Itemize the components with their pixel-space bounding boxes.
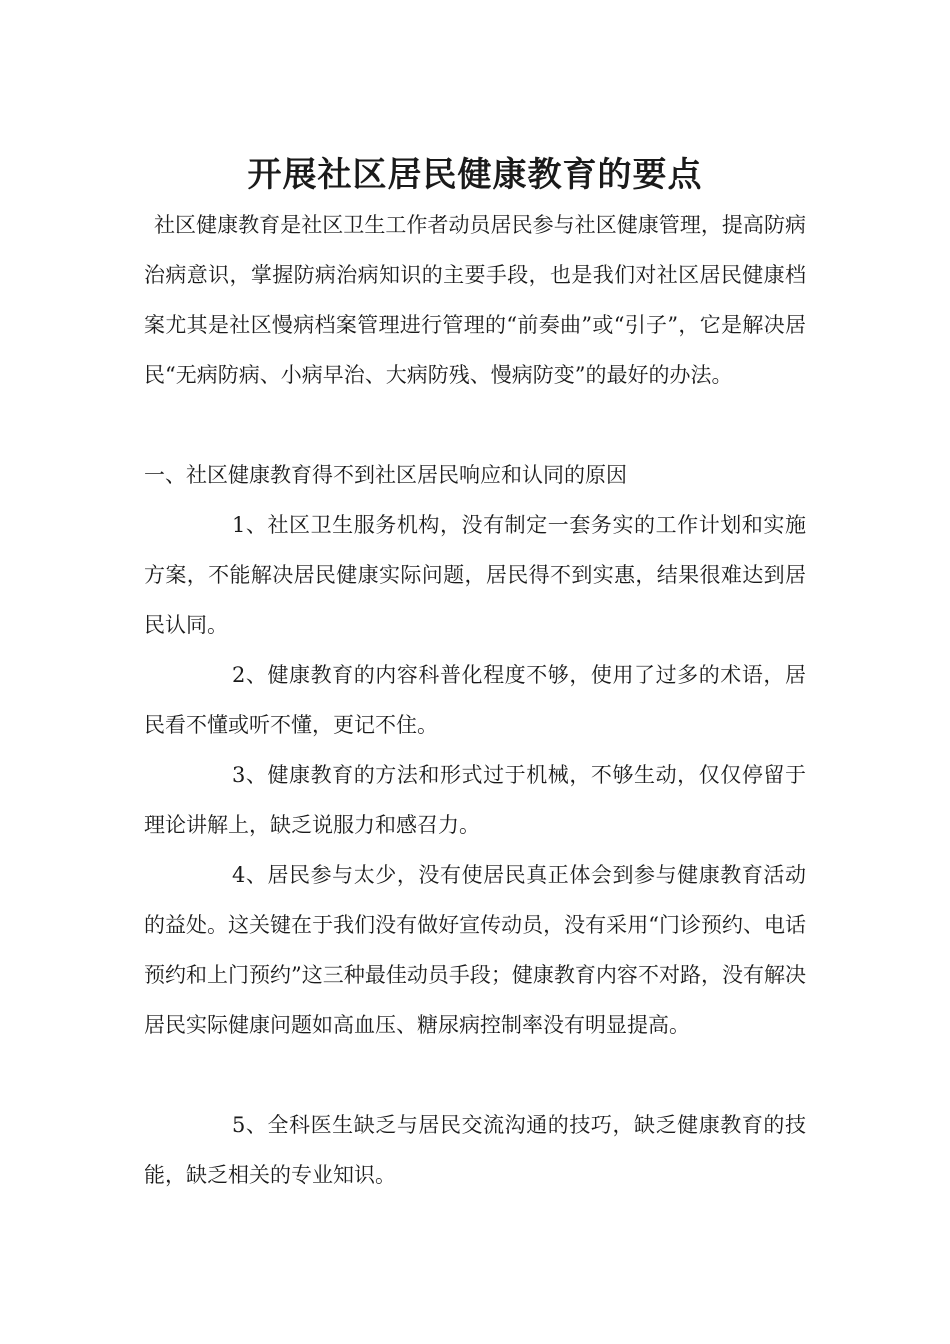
section-heading: 一、社区健康教育得不到社区居民响应和认同的原因 [144,463,627,487]
list-item: 2、健康教育的内容科普化程度不够，使用了过多的术语，居民看不懂或听不懂，更记不住。 [144,663,806,737]
document-title: 开展社区居民健康教育的要点 [247,154,703,195]
intro-paragraph: 社区健康教育是社区卫生工作者动员居民参与社区健康管理，提高防病治病意识，掌握防病治病知识的主要手段，也是我们对社区居民健康档案尤其是社区慢病档案管理进行管理的“前奏曲”或“引子”，它是解决居民“无病防病、小病早治、大病防残、慢病防变”的最好的办法。 [144,213,806,387]
list-item: 5、全科医生缺乏与居民交流沟通的技巧，缺乏健康教育的技能，缺乏相关的专业知识。 [144,1113,806,1187]
list-item: 4、居民参与太少，没有使居民真正体会到参与健康教育活动的益处。这关键在于我们没有做好宣传动员，没有采用“门诊预约、电话预约和上门预约”这三种最佳动员手段；健康教育内容不对路，没有解决居民实际健康问题如高血压、糖尿病控制率没有明显提高。 [144,863,806,1037]
list-item: 1、社区卫生服务机构，没有制定一套务实的工作计划和实施方案，不能解决居民健康实际问题，居民得不到实惠，结果很难达到居民认同。 [144,513,806,637]
list-item: 3、健康教育的方法和形式过于机械，不够生动，仅仅停留于理论讲解上，缺乏说服力和感召力。 [144,763,806,837]
